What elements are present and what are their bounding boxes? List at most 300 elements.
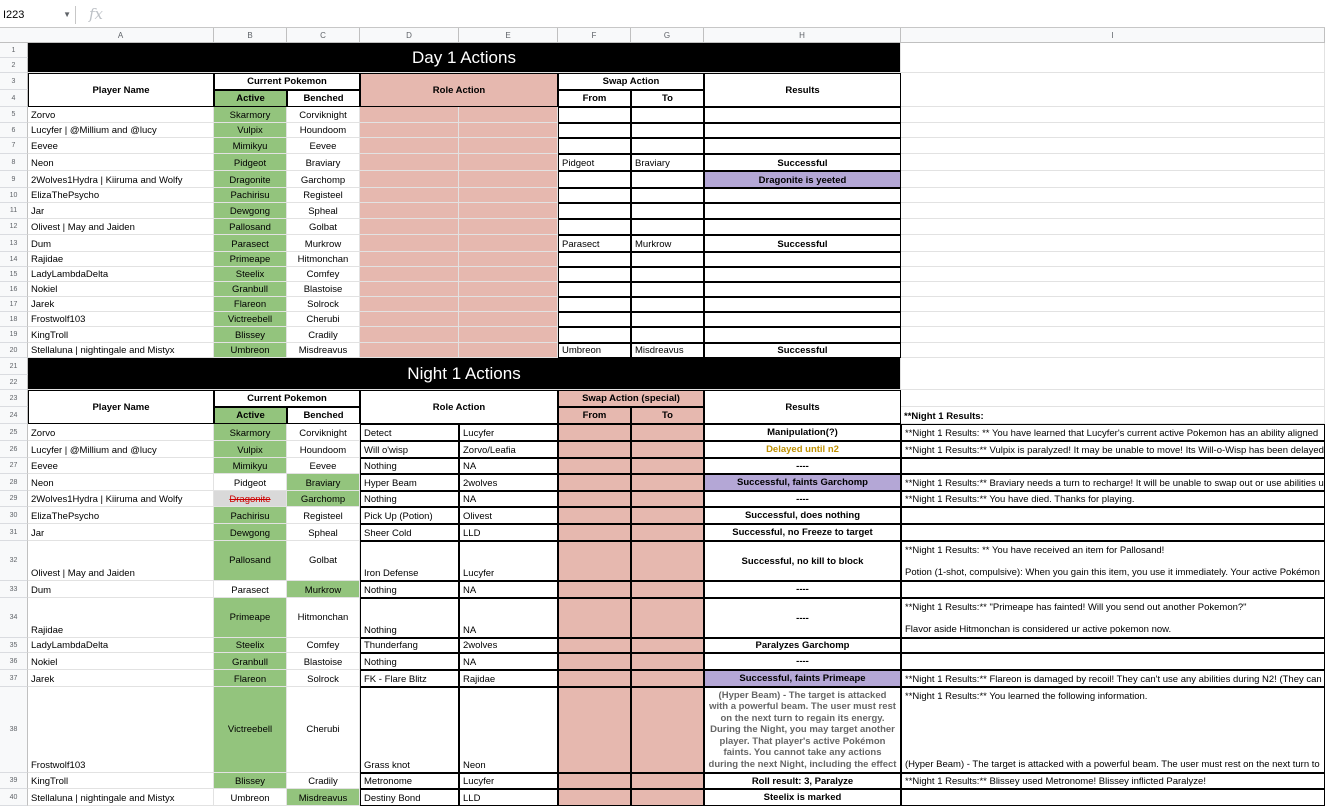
role-target-cell[interactable]: LLD	[459, 524, 558, 541]
row-header[interactable]: 25	[0, 424, 28, 441]
row-header[interactable]: 11	[0, 203, 28, 219]
benched-pokemon-cell[interactable]: Murkrow	[287, 235, 360, 252]
active-pokemon-cell[interactable]: Vulpix	[214, 441, 287, 458]
role-action-cell[interactable]	[360, 312, 459, 327]
row-header[interactable]: 33	[0, 581, 28, 598]
player-name-cell[interactable]: Dum	[28, 235, 214, 252]
role-target-cell[interactable]	[459, 171, 558, 188]
player-name-cell[interactable]: LadyLambdaDelta	[28, 267, 214, 282]
swap-to-cell[interactable]	[631, 458, 704, 474]
swap-from-cell[interactable]	[558, 203, 631, 219]
benched-pokemon-cell[interactable]: Murkrow	[287, 581, 360, 598]
swap-from-cell[interactable]	[558, 138, 631, 154]
result-cell[interactable]	[704, 203, 901, 219]
role-target-cell[interactable]	[459, 154, 558, 171]
active-pokemon-cell[interactable]: Victreebell	[214, 312, 287, 327]
benched-pokemon-cell[interactable]: Comfey	[287, 267, 360, 282]
row-header[interactable]: 30	[0, 507, 28, 524]
row-header[interactable]: 35	[0, 638, 28, 653]
result-cell[interactable]: Successful	[704, 154, 901, 171]
row-header[interactable]: 31	[0, 524, 28, 541]
swap-to-cell[interactable]: Misdreavus	[631, 343, 704, 358]
active-pokemon-cell[interactable]: Flareon	[214, 297, 287, 312]
column-header-i[interactable]: I	[901, 28, 1325, 43]
role-target-cell[interactable]: 2wolves	[459, 474, 558, 491]
role-action-cell[interactable]: Pick Up (Potion)	[360, 507, 459, 524]
swap-from-cell[interactable]	[558, 474, 631, 491]
role-action-cell[interactable]: Nothing	[360, 581, 459, 598]
swap-from-cell[interactable]	[558, 638, 631, 653]
role-target-cell[interactable]: Lucyfer	[459, 424, 558, 441]
cell[interactable]	[901, 203, 1325, 219]
active-pokemon-cell[interactable]: Pallosand	[214, 219, 287, 235]
result-cell[interactable]	[704, 219, 901, 235]
role-action-cell[interactable]	[360, 235, 459, 252]
result-cell[interactable]	[704, 267, 901, 282]
swap-to-cell[interactable]	[631, 491, 704, 507]
role-action-cell[interactable]: Metronome	[360, 773, 459, 789]
player-name-cell[interactable]: Rajidae	[28, 252, 214, 267]
column-header-c[interactable]: C	[287, 28, 360, 43]
role-target-cell[interactable]	[459, 188, 558, 203]
night-result-text-cell[interactable]	[901, 507, 1325, 524]
role-action-cell[interactable]	[360, 282, 459, 297]
swap-from-cell[interactable]	[558, 524, 631, 541]
role-action-cell[interactable]	[360, 107, 459, 123]
row-header[interactable]: 15	[0, 267, 28, 282]
player-name-cell[interactable]: Eevee	[28, 138, 214, 154]
player-name-cell[interactable]: ElizaThePsycho	[28, 188, 214, 203]
swap-from-cell[interactable]	[558, 670, 631, 687]
result-cell[interactable]	[704, 123, 901, 138]
result-cell[interactable]	[704, 138, 901, 154]
row-header[interactable]: 23	[0, 390, 28, 407]
row-header[interactable]: 5	[0, 107, 28, 123]
row-header[interactable]: 17	[0, 297, 28, 312]
benched-pokemon-cell[interactable]: Garchomp	[287, 171, 360, 188]
swap-to-cell[interactable]	[631, 123, 704, 138]
swap-to-cell[interactable]	[631, 598, 704, 638]
result-cell[interactable]: Delayed until n2	[704, 441, 901, 458]
player-name-cell[interactable]: Jarek	[28, 670, 214, 687]
role-target-cell[interactable]	[459, 123, 558, 138]
row-header[interactable]: 8	[0, 154, 28, 171]
role-action-cell[interactable]	[360, 154, 459, 171]
benched-pokemon-cell[interactable]: Houndoom	[287, 441, 360, 458]
player-name-cell[interactable]: Neon	[28, 154, 214, 171]
name-box[interactable]	[0, 6, 76, 24]
row-header[interactable]: 28	[0, 474, 28, 491]
role-action-cell[interactable]: Detect	[360, 424, 459, 441]
result-cell[interactable]: Successful, faints Garchomp	[704, 474, 901, 491]
player-name-cell[interactable]: 2Wolves1Hydra | Kiiruma and Wolfy	[28, 171, 214, 188]
result-cell[interactable]: (Hyper Beam) - The target is attacked with a powerful beam. The user must rest on the next turn to regain its energy. During the Night, you may target another player. That player's active Pokémon faints. You cannot take any actions during the next Night, including the effect	[704, 687, 901, 773]
active-pokemon-cell[interactable]: Granbull	[214, 282, 287, 297]
row-header[interactable]: 16	[0, 282, 28, 297]
swap-to-cell[interactable]	[631, 252, 704, 267]
role-target-cell[interactable]: Olivest	[459, 507, 558, 524]
benched-pokemon-cell[interactable]: Golbat	[287, 541, 360, 581]
active-pokemon-cell[interactable]: Pallosand	[214, 541, 287, 581]
night-result-text-cell[interactable]: **Night 1 Results:** You have died. Thanks for playing.	[901, 491, 1325, 507]
swap-to-cell[interactable]: Braviary	[631, 154, 704, 171]
role-action-cell[interactable]	[360, 343, 459, 358]
active-pokemon-cell[interactable]: Parasect	[214, 235, 287, 252]
role-action-cell[interactable]: Nothing	[360, 491, 459, 507]
active-pokemon-cell[interactable]: Vulpix	[214, 123, 287, 138]
swap-from-cell[interactable]	[558, 598, 631, 638]
chevron-down-icon[interactable]: ▼	[63, 10, 71, 19]
role-action-cell[interactable]	[360, 188, 459, 203]
result-cell[interactable]: ----	[704, 598, 901, 638]
benched-pokemon-cell[interactable]: Spheal	[287, 524, 360, 541]
active-pokemon-cell[interactable]: Mimikyu	[214, 458, 287, 474]
benched-pokemon-cell[interactable]: Solrock	[287, 297, 360, 312]
role-target-cell[interactable]	[459, 297, 558, 312]
player-name-cell[interactable]: Rajidae	[28, 598, 214, 638]
active-pokemon-cell[interactable]: Pachirisu	[214, 188, 287, 203]
benched-pokemon-cell[interactable]: Cradily	[287, 327, 360, 343]
result-cell[interactable]	[704, 282, 901, 297]
row-header[interactable]: 14	[0, 252, 28, 267]
player-name-cell[interactable]: Dum	[28, 581, 214, 598]
player-name-cell[interactable]: Zorvo	[28, 107, 214, 123]
result-cell[interactable]: ----	[704, 581, 901, 598]
active-pokemon-cell[interactable]: Primeape	[214, 252, 287, 267]
row-header[interactable]: 32	[0, 541, 28, 581]
column-header-d[interactable]: D	[360, 28, 459, 43]
result-cell[interactable]: ----	[704, 458, 901, 474]
swap-to-cell[interactable]	[631, 107, 704, 123]
role-target-cell[interactable]	[459, 252, 558, 267]
swap-from-cell[interactable]	[558, 441, 631, 458]
active-pokemon-cell[interactable]: Victreebell	[214, 687, 287, 773]
role-action-cell[interactable]: Thunderfang	[360, 638, 459, 653]
swap-from-cell[interactable]	[558, 171, 631, 188]
active-pokemon-cell[interactable]: Steelix	[214, 267, 287, 282]
result-cell[interactable]: Successful, faints Primeape	[704, 670, 901, 687]
cell[interactable]	[901, 73, 1325, 107]
swap-to-cell[interactable]	[631, 773, 704, 789]
benched-pokemon-cell[interactable]: Solrock	[287, 670, 360, 687]
role-target-cell[interactable]: NA	[459, 458, 558, 474]
result-cell[interactable]	[704, 188, 901, 203]
role-action-cell[interactable]	[360, 219, 459, 235]
row-header[interactable]: 4	[0, 90, 28, 107]
result-cell[interactable]: ----	[704, 653, 901, 670]
active-pokemon-cell[interactable]: Pachirisu	[214, 507, 287, 524]
active-pokemon-cell[interactable]: Blissey	[214, 773, 287, 789]
role-action-cell[interactable]: Nothing	[360, 598, 459, 638]
player-name-cell[interactable]: KingTroll	[28, 773, 214, 789]
row-header[interactable]: 36	[0, 653, 28, 670]
swap-from-cell[interactable]	[558, 297, 631, 312]
role-target-cell[interactable]	[459, 219, 558, 235]
active-pokemon-cell[interactable]: Dewgong	[214, 524, 287, 541]
row-header[interactable]: 6	[0, 123, 28, 138]
active-pokemon-cell[interactable]: Pidgeot	[214, 154, 287, 171]
column-header-e[interactable]: E	[459, 28, 558, 43]
swap-from-cell[interactable]	[558, 789, 631, 806]
row-header[interactable]: 27	[0, 458, 28, 474]
player-name-cell[interactable]: Nokiel	[28, 282, 214, 297]
swap-to-cell[interactable]	[631, 219, 704, 235]
player-name-cell[interactable]: Jar	[28, 524, 214, 541]
swap-to-cell[interactable]	[631, 687, 704, 773]
result-cell[interactable]: Successful, no kill to block	[704, 541, 901, 581]
benched-pokemon-cell[interactable]: Corviknight	[287, 107, 360, 123]
result-cell[interactable]: Successful, no Freeze to target	[704, 524, 901, 541]
active-pokemon-cell[interactable]: Pidgeot	[214, 474, 287, 491]
swap-to-cell[interactable]	[631, 670, 704, 687]
swap-from-cell[interactable]	[558, 687, 631, 773]
cell[interactable]	[901, 123, 1325, 138]
swap-from-cell[interactable]	[558, 188, 631, 203]
role-action-cell[interactable]: Nothing	[360, 653, 459, 670]
player-name-cell[interactable]: Neon	[28, 474, 214, 491]
role-target-cell[interactable]	[459, 235, 558, 252]
swap-to-cell[interactable]	[631, 171, 704, 188]
result-cell[interactable]: Successful, does nothing	[704, 507, 901, 524]
night-result-text-cell[interactable]	[901, 789, 1325, 806]
swap-from-cell[interactable]	[558, 491, 631, 507]
night-result-text-cell[interactable]	[901, 541, 1325, 581]
result-cell[interactable]: Paralyzes Garchomp	[704, 638, 901, 653]
column-header-b[interactable]: B	[214, 28, 287, 43]
swap-to-cell[interactable]: Murkrow	[631, 235, 704, 252]
swap-from-cell[interactable]	[558, 312, 631, 327]
night-result-text-cell[interactable]: **Night 1 Results:** Vulpix is paralyzed! It may be unable to move! Its Will-o-Wisp has been delayed	[901, 441, 1325, 458]
player-name-cell[interactable]: Jar	[28, 203, 214, 219]
role-target-cell[interactable]	[459, 138, 558, 154]
result-cell[interactable]	[704, 252, 901, 267]
result-cell[interactable]: Roll result: 3, Paralyze	[704, 773, 901, 789]
benched-pokemon-cell[interactable]: Misdreavus	[287, 789, 360, 806]
row-header[interactable]: 12	[0, 219, 28, 235]
role-target-cell[interactable]: Zorvo/Leafia	[459, 441, 558, 458]
role-target-cell[interactable]: Lucyfer	[459, 541, 558, 581]
role-action-cell[interactable]: Destiny Bond	[360, 789, 459, 806]
row-header[interactable]: 26	[0, 441, 28, 458]
row-header[interactable]: 20	[0, 343, 28, 358]
cell[interactable]	[901, 312, 1325, 327]
row-header[interactable]: 2	[0, 58, 28, 73]
role-target-cell[interactable]: Neon	[459, 687, 558, 773]
benched-pokemon-cell[interactable]: Hitmonchan	[287, 598, 360, 638]
swap-to-cell[interactable]	[631, 638, 704, 653]
cell[interactable]	[901, 235, 1325, 252]
benched-pokemon-cell[interactable]: Hitmonchan	[287, 252, 360, 267]
result-cell[interactable]: Successful	[704, 235, 901, 252]
row-header[interactable]: 1	[0, 43, 28, 58]
role-action-cell[interactable]	[360, 252, 459, 267]
role-action-cell[interactable]: Sheer Cold	[360, 524, 459, 541]
active-pokemon-cell[interactable]: Steelix	[214, 638, 287, 653]
benched-pokemon-cell[interactable]: Spheal	[287, 203, 360, 219]
benched-pokemon-cell[interactable]: Braviary	[287, 474, 360, 491]
role-target-cell[interactable]: NA	[459, 598, 558, 638]
cell[interactable]	[901, 43, 1325, 73]
active-pokemon-cell[interactable]: Primeape	[214, 598, 287, 638]
benched-pokemon-cell[interactable]: Blastoise	[287, 282, 360, 297]
night-result-text-cell[interactable]: **Night 1 Results:** Flareon is damaged by recoil! They can't use any abilities during N2! (They can	[901, 670, 1325, 687]
role-target-cell[interactable]: Lucyfer	[459, 773, 558, 789]
night-result-text-cell[interactable]	[901, 687, 1325, 773]
swap-from-cell[interactable]	[558, 424, 631, 441]
cell[interactable]	[901, 171, 1325, 188]
player-name-cell[interactable]: LadyLambdaDelta	[28, 638, 214, 653]
role-target-cell[interactable]	[459, 107, 558, 123]
row-header[interactable]: 39	[0, 773, 28, 789]
cell[interactable]	[901, 107, 1325, 123]
swap-to-cell[interactable]	[631, 138, 704, 154]
role-target-cell[interactable]: NA	[459, 581, 558, 598]
player-name-cell[interactable]: Stellaluna | nightingale and Mistyx	[28, 789, 214, 806]
benched-pokemon-cell[interactable]: Eevee	[287, 138, 360, 154]
swap-from-cell[interactable]: Pidgeot	[558, 154, 631, 171]
role-target-cell[interactable]	[459, 267, 558, 282]
cell[interactable]	[901, 219, 1325, 235]
role-action-cell[interactable]: FK - Flare Blitz	[360, 670, 459, 687]
player-name-cell[interactable]: KingTroll	[28, 327, 214, 343]
player-name-cell[interactable]: Frostwolf103	[28, 312, 214, 327]
active-pokemon-cell[interactable]: Umbreon	[214, 789, 287, 806]
cell[interactable]	[901, 267, 1325, 282]
swap-from-cell[interactable]: Parasect	[558, 235, 631, 252]
swap-from-cell[interactable]	[558, 267, 631, 282]
row-header[interactable]: 29	[0, 491, 28, 507]
swap-to-cell[interactable]	[631, 653, 704, 670]
swap-to-cell[interactable]	[631, 267, 704, 282]
benched-pokemon-cell[interactable]: Garchomp	[287, 491, 360, 507]
swap-to-cell[interactable]	[631, 507, 704, 524]
swap-from-cell[interactable]	[558, 507, 631, 524]
swap-from-cell[interactable]	[558, 541, 631, 581]
benched-pokemon-cell[interactable]: Braviary	[287, 154, 360, 171]
cell[interactable]	[901, 343, 1325, 358]
swap-to-cell[interactable]	[631, 424, 704, 441]
column-header-g[interactable]: G	[631, 28, 704, 43]
role-action-cell[interactable]: Hyper Beam	[360, 474, 459, 491]
active-pokemon-cell[interactable]: Parasect	[214, 581, 287, 598]
benched-pokemon-cell[interactable]: Corviknight	[287, 424, 360, 441]
role-action-cell[interactable]: Nothing	[360, 458, 459, 474]
role-target-cell[interactable]	[459, 282, 558, 297]
role-action-cell[interactable]: Iron Defense	[360, 541, 459, 581]
cell[interactable]	[901, 297, 1325, 312]
role-target-cell[interactable]: Rajidae	[459, 670, 558, 687]
role-target-cell[interactable]	[459, 327, 558, 343]
active-pokemon-cell[interactable]: Dewgong	[214, 203, 287, 219]
player-name-cell[interactable]: Lucyfer | @Millium and @lucy	[28, 123, 214, 138]
row-header[interactable]: 22	[0, 375, 28, 390]
benched-pokemon-cell[interactable]: Cherubi	[287, 687, 360, 773]
role-target-cell[interactable]	[459, 312, 558, 327]
role-action-cell[interactable]	[360, 297, 459, 312]
active-pokemon-cell[interactable]: Dragonite	[214, 491, 287, 507]
benched-pokemon-cell[interactable]: Registeel	[287, 188, 360, 203]
row-header[interactable]: 9	[0, 171, 28, 188]
swap-to-cell[interactable]	[631, 327, 704, 343]
row-header[interactable]: 10	[0, 188, 28, 203]
night-result-text-cell[interactable]	[901, 458, 1325, 474]
player-name-cell[interactable]: Frostwolf103	[28, 687, 214, 773]
row-header[interactable]: 24	[0, 407, 28, 424]
active-pokemon-cell[interactable]: Granbull	[214, 653, 287, 670]
night-result-text-cell[interactable]	[901, 638, 1325, 653]
role-target-cell[interactable]: LLD	[459, 789, 558, 806]
active-pokemon-cell[interactable]: Umbreon	[214, 343, 287, 358]
role-target-cell[interactable]	[459, 203, 558, 219]
cell[interactable]	[901, 327, 1325, 343]
cell[interactable]	[901, 252, 1325, 267]
benched-pokemon-cell[interactable]: Cradily	[287, 773, 360, 789]
cell[interactable]	[901, 358, 1325, 390]
role-action-cell[interactable]	[360, 138, 459, 154]
row-header[interactable]: 19	[0, 327, 28, 343]
swap-to-cell[interactable]	[631, 282, 704, 297]
player-name-cell[interactable]: Eevee	[28, 458, 214, 474]
row-header[interactable]: 18	[0, 312, 28, 327]
swap-from-cell[interactable]: Umbreon	[558, 343, 631, 358]
swap-to-cell[interactable]	[631, 188, 704, 203]
swap-to-cell[interactable]	[631, 541, 704, 581]
swap-from-cell[interactable]	[558, 252, 631, 267]
row-header[interactable]: 37	[0, 670, 28, 687]
benched-pokemon-cell[interactable]: Blastoise	[287, 653, 360, 670]
active-pokemon-cell[interactable]: Flareon	[214, 670, 287, 687]
result-cell[interactable]	[704, 297, 901, 312]
benched-pokemon-cell[interactable]: Eevee	[287, 458, 360, 474]
row-header[interactable]: 3	[0, 73, 28, 90]
cell[interactable]	[901, 188, 1325, 203]
swap-from-cell[interactable]	[558, 123, 631, 138]
night-result-text-cell[interactable]: **Night 1 Results: ** You have learned that Lucyfer's current active Pokemon has an ability aligned	[901, 424, 1325, 441]
cell[interactable]	[901, 282, 1325, 297]
swap-from-cell[interactable]	[558, 581, 631, 598]
row-header[interactable]: 21	[0, 358, 28, 375]
night-result-text-cell[interactable]	[901, 598, 1325, 638]
role-target-cell[interactable]: NA	[459, 491, 558, 507]
result-cell[interactable]	[704, 312, 901, 327]
swap-to-cell[interactable]	[631, 203, 704, 219]
result-cell[interactable]: Successful	[704, 343, 901, 358]
player-name-cell[interactable]: ElizaThePsycho	[28, 507, 214, 524]
swap-from-cell[interactable]	[558, 458, 631, 474]
swap-from-cell[interactable]	[558, 219, 631, 235]
benched-pokemon-cell[interactable]: Houndoom	[287, 123, 360, 138]
role-action-cell[interactable]: Grass knot	[360, 687, 459, 773]
player-name-cell[interactable]: Olivest | May and Jaiden	[28, 219, 214, 235]
cell[interactable]	[901, 138, 1325, 154]
player-name-cell[interactable]: Olivest | May and Jaiden	[28, 541, 214, 581]
result-cell[interactable]	[704, 107, 901, 123]
swap-to-cell[interactable]	[631, 789, 704, 806]
row-header[interactable]: 7	[0, 138, 28, 154]
swap-from-cell[interactable]	[558, 653, 631, 670]
column-header-f[interactable]: F	[558, 28, 631, 43]
row-header[interactable]: 38	[0, 687, 28, 773]
benched-pokemon-cell[interactable]: Golbat	[287, 219, 360, 235]
role-action-cell[interactable]	[360, 267, 459, 282]
cell[interactable]	[901, 390, 1325, 407]
role-action-cell[interactable]	[360, 327, 459, 343]
night-result-text-cell[interactable]	[901, 653, 1325, 670]
row-header[interactable]: 13	[0, 235, 28, 252]
player-name-cell[interactable]: Nokiel	[28, 653, 214, 670]
swap-to-cell[interactable]	[631, 297, 704, 312]
swap-to-cell[interactable]	[631, 524, 704, 541]
